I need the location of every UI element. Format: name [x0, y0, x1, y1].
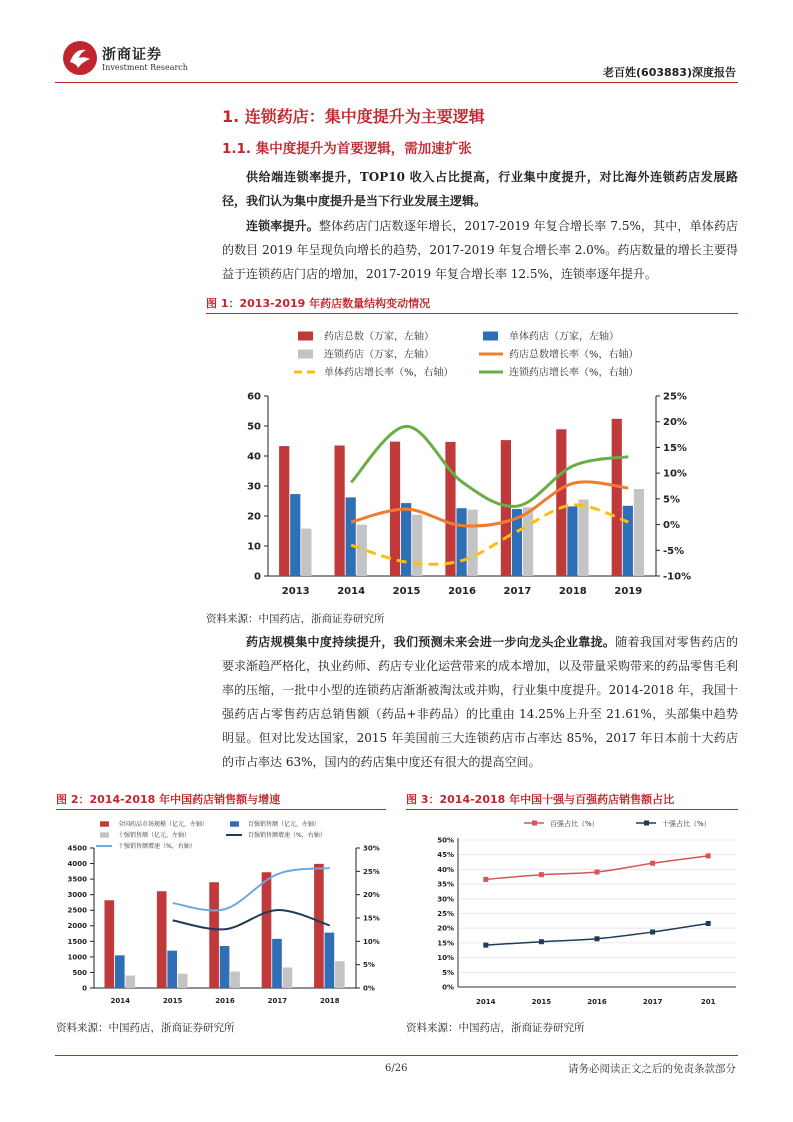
x-tick-label: 2014	[110, 997, 130, 1005]
paragraph-chain-rate	[222, 214, 738, 286]
document-reference: 老百姓(603883)深度报告	[603, 66, 736, 79]
bar	[262, 872, 272, 988]
y-tick-label-right: 0%	[363, 984, 375, 993]
x-tick-label: 2017	[267, 997, 288, 1005]
y-tick-label-left: 2500	[67, 906, 87, 915]
bar	[104, 900, 114, 988]
bar	[445, 442, 455, 576]
bar	[578, 500, 588, 577]
bar	[335, 961, 345, 988]
bar	[346, 497, 356, 576]
legend-label: 单体药店增长率（%，右轴）	[324, 367, 454, 379]
y-tick-label-right: 10%	[663, 468, 687, 480]
data-point	[650, 861, 655, 866]
bar	[178, 974, 188, 988]
y-tick-label-right: 15%	[363, 914, 380, 923]
figure-2-rule	[56, 809, 386, 810]
bar	[283, 967, 293, 988]
y-tick-label-left: 500	[72, 968, 87, 977]
bar	[301, 529, 311, 576]
legend-label: 十强销售额增速（%，右轴）	[118, 843, 196, 851]
bar	[325, 933, 335, 988]
bar	[634, 489, 644, 576]
x-tick-label: 2016	[215, 997, 235, 1005]
legend-marker	[644, 821, 649, 826]
bar	[623, 506, 633, 576]
legend-label: 单体药店（万家，左轴）	[509, 331, 619, 343]
bar	[167, 951, 177, 988]
paragraph-chain-rate-body: 整体药店门店数逐年增长，2017-2019 年复合增长率 7.5%，其中，单体药店的数目 2019 年呈现负向增长的趋势，2017-2019 年复合增长率 2.0%。药店数量的增长主要得益于连锁药店门店的增加，2017-2019 年复合增长率 12.5%，连锁率逐年提升。	[222, 219, 738, 281]
y-tick-label-left: 20	[247, 511, 261, 523]
bar	[357, 525, 367, 576]
legend-label: 百强销售额（亿元，左轴）	[248, 821, 321, 829]
y-tick-label: 0%	[442, 983, 454, 992]
y-tick-label-left: 0	[82, 984, 87, 993]
y-tick-label: 20%	[437, 924, 454, 933]
brand-name-english: Investment Research	[102, 63, 188, 72]
x-tick-label: 2016	[448, 586, 476, 597]
bar	[279, 446, 289, 576]
bar	[456, 508, 466, 576]
y-tick-label: 25%	[437, 910, 454, 918]
y-tick-label-left: 40	[247, 451, 261, 463]
y-tick-label: 10%	[437, 954, 454, 963]
bar	[157, 891, 167, 988]
legend-label: 连锁药店增长率（%，右轴）	[509, 367, 639, 379]
x-tick-label: 2017	[642, 998, 663, 1006]
y-tick-label: 50%	[437, 836, 454, 845]
figure-3-title: 图 3：2014-2018 年中国十强与百强药店销售额占比	[406, 793, 675, 806]
figure-2-source: 资料来源：中国药店，浙商证券研究所	[56, 1022, 235, 1034]
y-tick-label-right: 5%	[663, 494, 680, 506]
data-point	[483, 943, 488, 948]
series-line	[173, 910, 330, 929]
y-tick-label: 40%	[437, 865, 454, 874]
bar	[468, 510, 478, 576]
x-tick-label: 2018	[320, 997, 340, 1005]
y-tick-label-right: -5%	[663, 545, 685, 557]
y-tick-label-left: 10	[247, 541, 261, 553]
bar	[230, 972, 240, 988]
legend-label: 药店总数增长率（%，右轴）	[509, 349, 639, 361]
paragraph-chain-rate-lead: 连锁率提升。	[246, 219, 319, 233]
legend-label: 连锁药店（万家，左轴）	[324, 349, 434, 361]
y-tick-label-right: 20%	[363, 891, 380, 900]
y-tick-label-right: 5%	[363, 961, 375, 970]
brand-name: 浙商证券	[102, 47, 162, 63]
legend-marker	[532, 821, 537, 826]
y-tick-label-right: 25%	[363, 867, 380, 876]
figure-2-chart	[56, 812, 386, 1012]
y-tick-label: 5%	[442, 968, 454, 977]
y-tick-label-right: 20%	[663, 417, 687, 429]
legend-swatch	[100, 832, 109, 837]
footer-divider	[55, 1055, 738, 1056]
y-tick-label-right: 30%	[363, 844, 380, 853]
paragraph-concentration-body: 随着我国对零售药店的要求渐趋严格化，执业药师、药店专业化运营带来的成本增加，以及带量采购带来的药品零售毛利率的压缩，一批中小型的连锁药店渐渐被淘汰或并购，行业集中度提升。2014-2018 年，我国十强药店占零售药店总销售额（药品+非药品）的比重由 14.25%上升至 21.61%，头部集中趋势明显。但对比发达国家，2015 年美国前三大连锁药店市占率达 85%，2017 年日本前十大药店的市占率达 63%，国内的药店集中度还有很大的提高空间。	[222, 635, 739, 769]
y-tick-label-left: 3000	[67, 891, 87, 900]
bar	[556, 429, 566, 576]
bar	[209, 882, 219, 988]
data-point	[539, 872, 544, 877]
header-divider	[55, 82, 738, 83]
y-tick-label-right: 0%	[663, 520, 680, 532]
bar	[115, 955, 125, 988]
x-tick-label: 2016	[587, 998, 607, 1006]
bar	[272, 939, 282, 988]
x-tick-label: 201	[700, 998, 716, 1006]
legend-label: 全国药品市场规模（亿元，左轴）	[118, 821, 209, 829]
legend-swatch	[298, 350, 313, 359]
legend-swatch	[483, 332, 498, 341]
legend-label: 药店总数（万家，左轴）	[324, 331, 434, 343]
y-tick-label-left: 1000	[67, 953, 87, 962]
legend-swatch	[230, 821, 239, 826]
series-line	[486, 856, 708, 880]
series-line	[486, 923, 708, 945]
legend-label: 十强销售额（亿元，左轴）	[118, 832, 191, 840]
bar	[220, 946, 230, 988]
bar	[412, 515, 422, 576]
paragraph-concentration-lead: 药店规模集中度持续提升，我们预测未来会进一步向龙头企业靠拢。	[246, 635, 616, 649]
figure-2-title: 图 2：2014-2018 年中国药店销售额与增速	[56, 793, 281, 806]
paragraph-concentration	[222, 630, 738, 774]
bar	[290, 494, 300, 576]
y-tick-label: 30%	[437, 895, 454, 904]
section-heading: 1. 连锁药店：集中度提升为主要逻辑	[222, 107, 485, 126]
x-tick-label: 2019	[614, 586, 643, 597]
y-tick-label-right: 25%	[663, 391, 687, 403]
y-tick-label-left: 30	[247, 481, 261, 493]
x-tick-label: 2018	[558, 586, 587, 597]
data-point	[595, 936, 600, 941]
page-number: 6/26	[385, 1063, 408, 1074]
y-tick-label-left: 2000	[67, 922, 87, 931]
legend-swatch	[298, 332, 313, 341]
data-point	[595, 870, 600, 875]
y-tick-label-right: -10%	[663, 571, 692, 583]
legend-swatch	[100, 821, 109, 826]
data-point	[650, 930, 655, 935]
figure-3-source: 资料来源：中国药店，浙商证券研究所	[406, 1022, 585, 1034]
figure-3-rule	[406, 809, 738, 810]
legend-label: 百强销售额增速（%，右轴）	[248, 832, 326, 840]
figure-1-source: 资料来源：中国药店，浙商证券研究所	[206, 613, 385, 625]
y-tick-label: 45%	[437, 851, 454, 860]
figure-3-chart	[406, 812, 738, 1012]
x-tick-label: 2014	[337, 586, 366, 597]
y-tick-label: 35%	[437, 880, 454, 889]
subsection-heading: 1.1. 集中度提升为首要逻辑，需加速扩张	[222, 141, 472, 157]
bar	[335, 446, 345, 577]
x-tick-label: 2015	[531, 998, 552, 1006]
data-point	[539, 939, 544, 944]
y-tick-label-right: 10%	[363, 937, 380, 946]
y-tick-label: 15%	[437, 939, 454, 948]
bar	[401, 503, 411, 576]
figure-1-title: 图 1：2013-2019 年药店数量结构变动情况	[206, 297, 431, 310]
legend-label: 百强占比（%）	[550, 820, 599, 828]
bar	[501, 440, 511, 576]
paragraph-intro	[222, 165, 738, 213]
data-point	[706, 921, 711, 926]
footer-disclaimer: 请务必阅读正文之后的免责条款部分	[568, 1063, 736, 1075]
y-tick-label-left: 60	[247, 391, 261, 403]
y-tick-label-left: 4000	[67, 860, 87, 869]
y-tick-label-left: 3500	[67, 875, 87, 884]
x-tick-label: 2015	[392, 586, 421, 597]
data-point	[706, 853, 711, 858]
bar	[567, 506, 577, 576]
y-tick-label-right: 15%	[663, 442, 687, 454]
bar	[523, 507, 533, 576]
figure-1-chart	[206, 318, 738, 608]
y-tick-label-left: 4500	[67, 844, 87, 853]
figure-1-rule	[206, 313, 738, 314]
data-point	[483, 877, 488, 882]
x-tick-label: 2014	[476, 998, 496, 1006]
x-tick-label: 2017	[503, 586, 532, 597]
series-line	[173, 868, 330, 910]
bar	[314, 864, 324, 988]
y-tick-label-left: 1500	[67, 937, 87, 946]
bar	[612, 419, 622, 576]
paragraph-intro-text: 供给端连锁率提升，TOP10 收入占比提高，行业集中度提升，对比海外连锁药店发展路径，我们认为集中度提升是当下行业发展主逻辑。	[222, 170, 738, 208]
bar	[125, 976, 135, 988]
legend-label: 十强占比（%）	[662, 820, 711, 828]
y-tick-label-left: 0	[254, 571, 261, 583]
x-tick-label: 2013	[281, 586, 310, 597]
y-tick-label-left: 50	[247, 421, 261, 433]
x-tick-label: 2015	[162, 997, 183, 1005]
company-logo	[62, 40, 98, 76]
